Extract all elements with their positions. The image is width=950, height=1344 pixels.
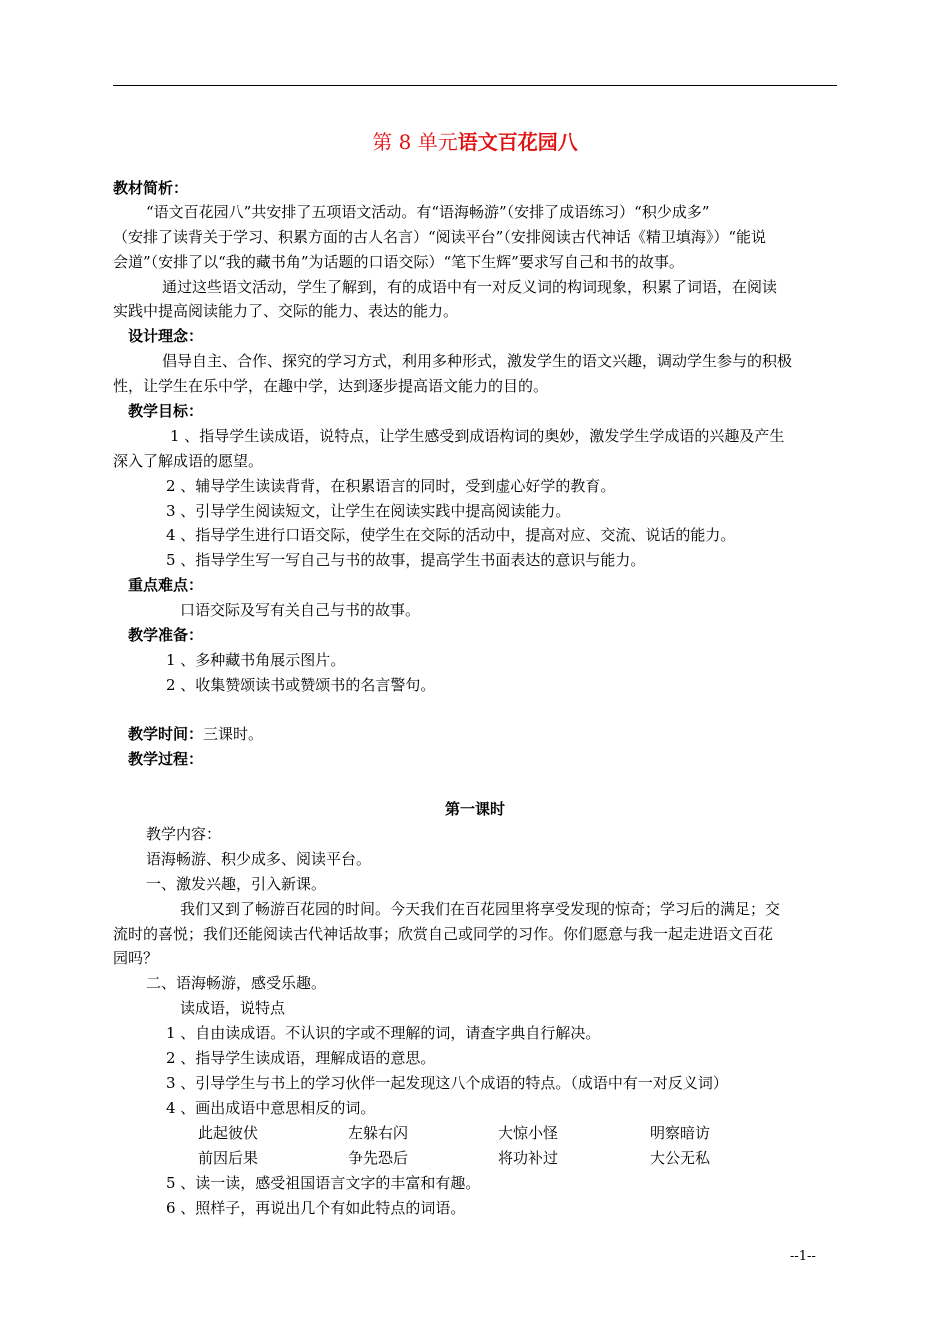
goal-1-line1: 1 、指导学生读成语，说特点，让学生感受到成语构词的奥妙，激发学生学成语的兴趣及产生 [170, 427, 785, 445]
step2-subheading: 读成语，说特点 [180, 999, 286, 1017]
idiom: 明察暗访 [650, 1124, 711, 1142]
prep-2: 2 、收集赞颂读书或赞颂书的名言警句。 [166, 676, 436, 694]
analysis-p2-line1: 通过这些语文活动，学生了解到，有的成语中有一对反义词的构词现象，积累了词语，在阅读 [162, 278, 778, 296]
header-rule [113, 85, 837, 86]
process-heading: 教学过程： [128, 750, 204, 768]
time-line [128, 722, 263, 746]
idiom: 大公无私 [650, 1149, 711, 1167]
step1-line2: 流时的喜悦；我们还能阅读古代神话故事；欣赏自己或同学的习作。你们愿意与我一起走进语文百花 [113, 925, 774, 943]
concept-line2: 性，让学生在乐中学，在趣中学，达到逐步提高语文能力的目的。 [113, 377, 549, 395]
step2-item6: 6 、照样子，再说出几个有如此特点的词语。 [166, 1199, 466, 1217]
content-text: 语海畅游、积少成多、阅读平台。 [146, 850, 372, 868]
analysis-p1-line2: （安排了读背关于学习、积累方面的古人名言）“阅读平台”（安排阅读古代神话《精卫填海》）“能说 [113, 228, 767, 246]
goal-heading: 教学目标： [128, 402, 204, 420]
title-prefix: 第 8 单元 [372, 130, 458, 154]
idiom: 此起彼伏 [198, 1124, 259, 1142]
title-main: 语文百花园八 [457, 130, 578, 154]
step2-item3: 3 、引导学生与书上的学习伙伴一起发现这八个成语的特点。（成语中有一对反义词） [166, 1074, 728, 1092]
step2-item5: 5 、读一读，感受祖国语言文字的丰富和有趣。 [166, 1174, 481, 1192]
key-heading: 重点难点： [128, 576, 204, 594]
step2-item2: 2 、指导学生读成语，理解成语的意思。 [166, 1049, 436, 1067]
goal-5: 5 、指导学生写一写自己与书的故事，提高学生书面表达的意识与能力。 [166, 551, 646, 569]
concept-line1: 倡导自主、合作、探究的学习方式，利用多种形式，激发学生的语文兴趣，调动学生参与的积极 [162, 352, 793, 370]
analysis-p1-line3: 会道”（安排了以“我的藏书角”为话题的口语交际）“笔下生辉”要求写自己和书的故事。 [113, 253, 684, 271]
time-text: 三课时。 [203, 725, 264, 743]
idiom: 前因后果 [198, 1149, 259, 1167]
idiom: 左躲右闪 [348, 1124, 409, 1142]
key-text: 口语交际及写有关自己与书的故事。 [180, 601, 421, 619]
concept-heading: 设计理念： [128, 327, 204, 345]
goal-3: 3 、引导学生阅读短文，让学生在阅读实践中提高阅读能力。 [166, 502, 571, 520]
idiom: 争先恐后 [348, 1149, 409, 1167]
goal-4: 4 、指导学生进行口语交际，使学生在交际的活动中，提高对应、交流、说话的能力。 [166, 526, 736, 544]
prep-1: 1 、多种藏书角展示图片。 [166, 651, 346, 669]
step2-item1: 1 、自由读成语。不认识的字或不理解的词，请查字典自行解决。 [166, 1024, 601, 1042]
time-heading: 教学时间： [128, 725, 204, 743]
idiom-table [0, 1121, 950, 1171]
prep-heading: 教学准备： [128, 626, 204, 644]
analysis-heading: 教材简析： [113, 179, 189, 197]
step1-line3: 园吗？ [113, 949, 159, 967]
step1-line1: 我们又到了畅游百花园的时间。今天我们在百花园里将享受发现的惊奇；学习后的满足；交 [180, 900, 781, 918]
step2-item4: 4 、画出成语中意思相反的词。 [166, 1099, 376, 1117]
goal-2: 2 、辅导学生读读背背，在积累语言的同时，受到虚心好学的教育。 [166, 477, 616, 495]
analysis-p2-line2: 实践中提高阅读能力了、交际的能力、表达的能力。 [113, 302, 459, 320]
goal-1-line2: 深入了解成语的愿望。 [113, 452, 264, 470]
page-number: --1-- [790, 1249, 816, 1264]
analysis-p1-line1: “语文百花园八”共安排了五项语文活动。有“语海畅游”（安排了成语练习）“积少成多” [146, 203, 710, 221]
page-title [0, 126, 950, 155]
content-label: 教学内容： [146, 825, 222, 843]
idiom: 将功补过 [498, 1149, 559, 1167]
step1-heading: 一、激发兴趣，引入新课。 [146, 875, 327, 893]
step2-heading: 二、语海畅游，感受乐趣。 [146, 974, 327, 992]
idiom: 大惊小怪 [498, 1124, 559, 1142]
lesson-title: 第一课时 [444, 800, 505, 818]
